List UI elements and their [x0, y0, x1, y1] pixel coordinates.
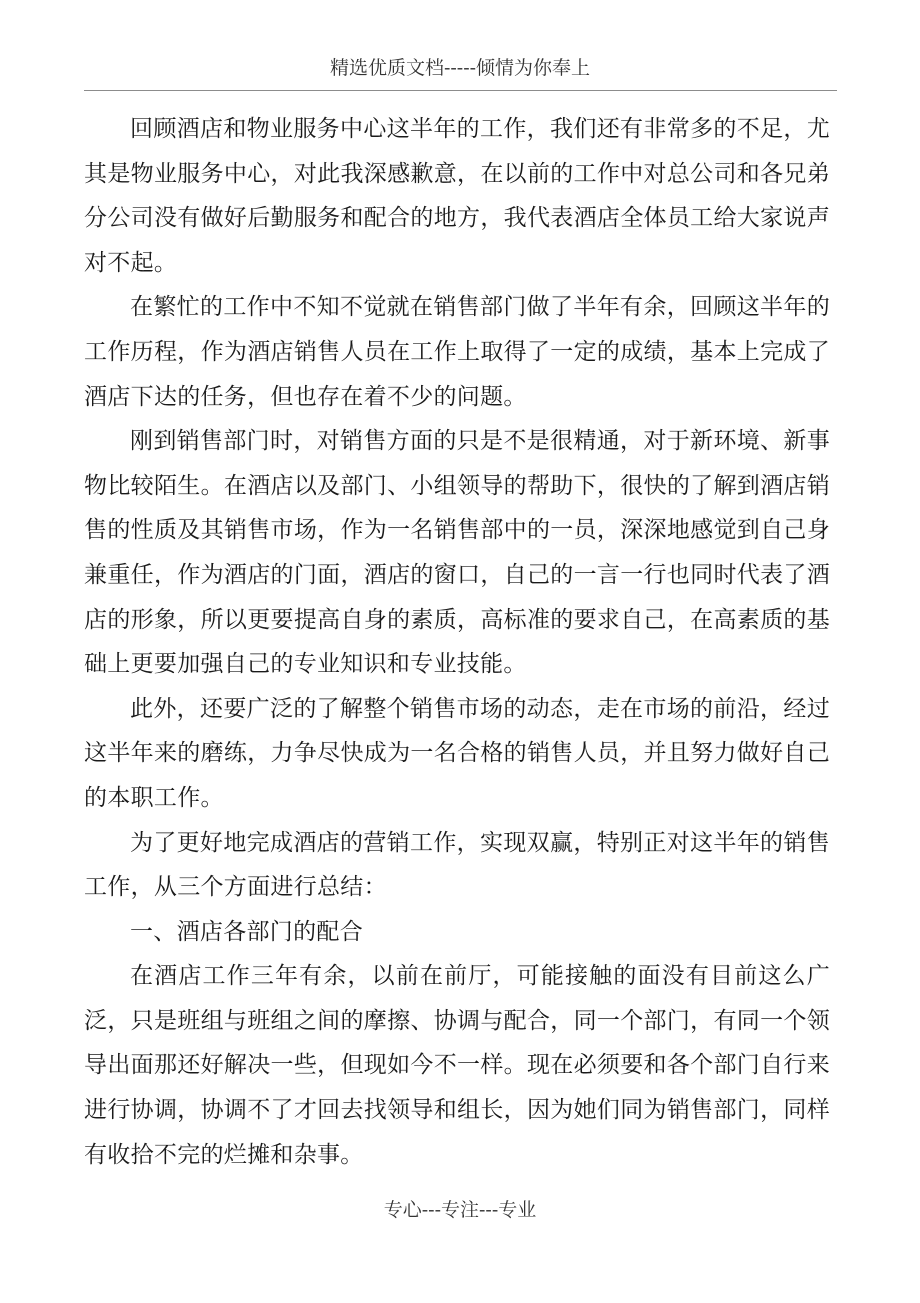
paragraph-4: 此外，还要广泛的了解整个销售市场的动态，走在市场的前沿，经过这半年来的磨练，力争尽快成为一名合格的销售人员，并且努力做好自己的本职工作。 [84, 695, 830, 811]
paragraph-5: 为了更好地完成酒店的营销工作，实现双赢，特别正对这半年的销售工作，从三个方面进行总结： [84, 829, 830, 901]
page-footer: 专心---专注---专业 [383, 1199, 537, 1221]
paragraph-3: 刚到销售部门时，对销售方面的只是不是很精通，对于新环境、新事物比较陌生。在酒店以及部门、小组领导的帮助下，很快的了解到酒店销售的性质及其销售市场，作为一名销售部中的一员，深深地感觉到自己身兼重任，作为酒店的门面，酒店的窗口，自己的一言一行也同时代表了酒店的形象，所以更要提高自身的素质，高标准的要求自己，在高素质的基础上更要加强自己的专业知识和专业技能。 [84, 428, 830, 678]
section-heading-1: 一、酒店各部门的配合 [130, 918, 363, 945]
paragraph-6: 在酒店工作三年有余，以前在前厅，可能接触的面没有目前这么广泛，只是班组与班组之间的摩擦、协调与配合，同一个部门，有同一个领导出面那还好解决一些，但现如今不一样。现在必须要和各个部门自行来进行协调，协调不了才回去找领导和组长，因为她们同为销售部门，同样有收拾不完的烂摊和杂事。 [84, 963, 830, 1168]
paragraph-1: 回顾酒店和物业服务中心这半年的工作，我们还有非常多的不足，尤其是物业服务中心，对此我深感歉意，在以前的工作中对总公司和各兄弟分公司没有做好后勤服务和配合的地方，我代表酒店全体员工给大家说声对不起。 [84, 116, 830, 276]
header-divider [84, 90, 837, 91]
page-header: 精选优质文档-----倾情为你奉上 [329, 57, 591, 79]
document-body [84, 107, 830, 1177]
paragraph-2: 在繁忙的工作中不知不觉就在销售部门做了半年有余，回顾这半年的工作历程，作为酒店销售人员在工作上取得了一定的成绩，基本上完成了酒店下达的任务，但也存在着不少的问题。 [84, 294, 830, 410]
